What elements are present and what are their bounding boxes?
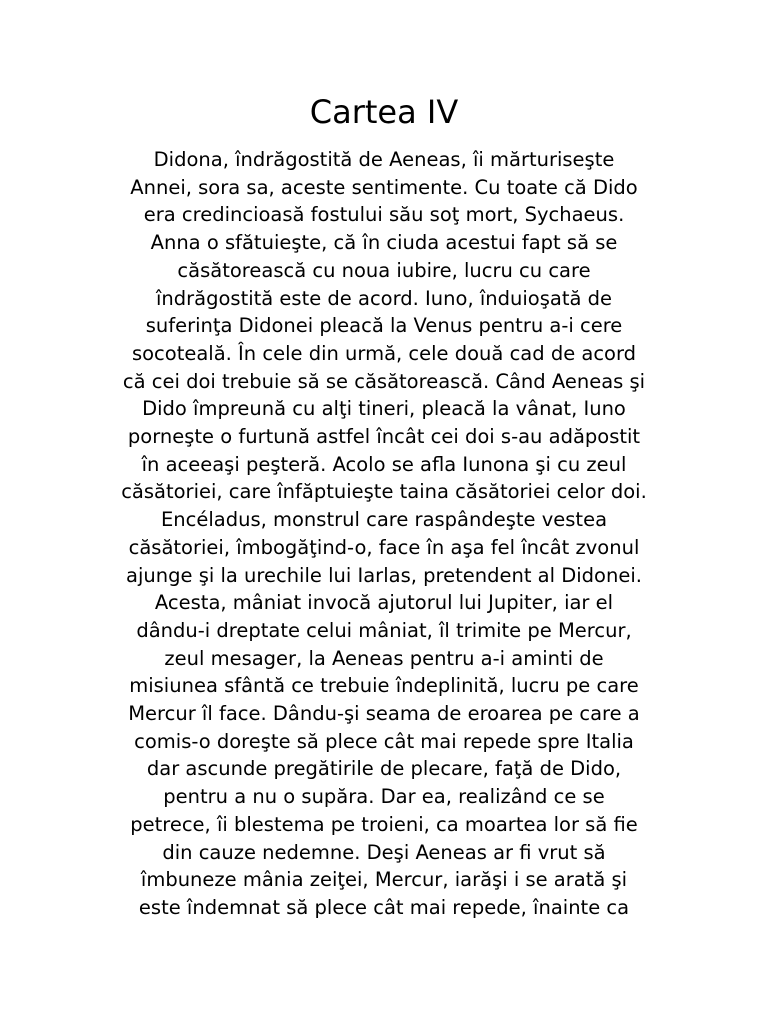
text-line: pentru a nu o supăra. Dar ea, realizând ce se — [163, 785, 605, 809]
text-line: Mercur îl face. Dându-şi seama de eroarea pe care a — [128, 702, 640, 726]
text-line: Acesta, mâniat invocă ajutorul lui Jupiter, iar el — [154, 591, 614, 615]
text-line: căsătoriei, care înfăptuieşte taina căsătoriei celor doi. — [121, 480, 647, 504]
text-line: este îndemnat să plece cât mai repede, înainte ca — [138, 895, 630, 919]
text-line: zeul mesager, la Aeneas pentru a-i aminti de — [164, 646, 604, 670]
text-line: dându-i dreptate celui mâniat, îl trimite pe Mercur, — [136, 618, 632, 642]
text-line: comis-o doreşte să plece cât mai repede spre Italia — [134, 729, 634, 753]
text-line: căsătoriei, îmbogăţind-o, face în aşa fel încât zvonul — [128, 535, 640, 559]
text-line: dar ascunde pregătirile de plecare, faţă de Dido, — [146, 757, 622, 781]
text-line: misiunea sfântă ce trebuie îndeplinită, lucru pe care — [129, 674, 639, 698]
text-line: din cauze nedemne. Deşi Aeneas ar fi vrut să — [162, 840, 606, 864]
text-line: socoteală. În cele din urmă, cele două cad de acord — [131, 341, 637, 365]
text-line: Dido împreună cu alţi tineri, pleacă la vânat, Iuno — [142, 397, 626, 421]
text-line: Annei, sora sa, aceste sentimente. Cu toate că Dido — [130, 175, 638, 199]
text-line: porneşte o furtună astfel încât cei doi s-au adăpostit — [127, 425, 641, 449]
text-line: suferinţa Didonei pleacă la Venus pentru a-i cere — [145, 314, 623, 338]
text-line: Encéladus, monstrul care raspândeşte vestea — [160, 508, 608, 532]
text-line: era credincioasă fostului său soţ mort, Sychaeus. — [143, 203, 625, 227]
text-line: că cei doi trebuie să se căsătorească. Când Aeneas şi — [122, 369, 646, 393]
text-line: îmbuneze mânia zeiţei, Mercur, iarăşi i se arată şi — [140, 868, 628, 892]
text-line: Anna o sfătuieşte, că în ciuda acestui fapt să se — [150, 231, 618, 255]
text-line: căsătorească cu noua iubire, lucru cu care — [177, 258, 591, 282]
page-title: Cartea IV — [309, 93, 459, 131]
text-line: îndrăgostită este de acord. Iuno, înduioşată de — [155, 286, 612, 310]
text-line: ajunge şi la urechile lui Iarlas, pretendent al Didonei. — [126, 563, 642, 587]
text-line: petrece, îi blestema pe troieni, ca moartea lor să fie — [130, 812, 638, 836]
text-line: în aceeaşi peşteră. Acolo se afla Iunona şi cu zeul — [141, 452, 627, 476]
text-line: Didona, îndrăgostită de Aeneas, îi mărturiseşte — [153, 148, 615, 171]
body-paragraph — [104, 146, 664, 922]
